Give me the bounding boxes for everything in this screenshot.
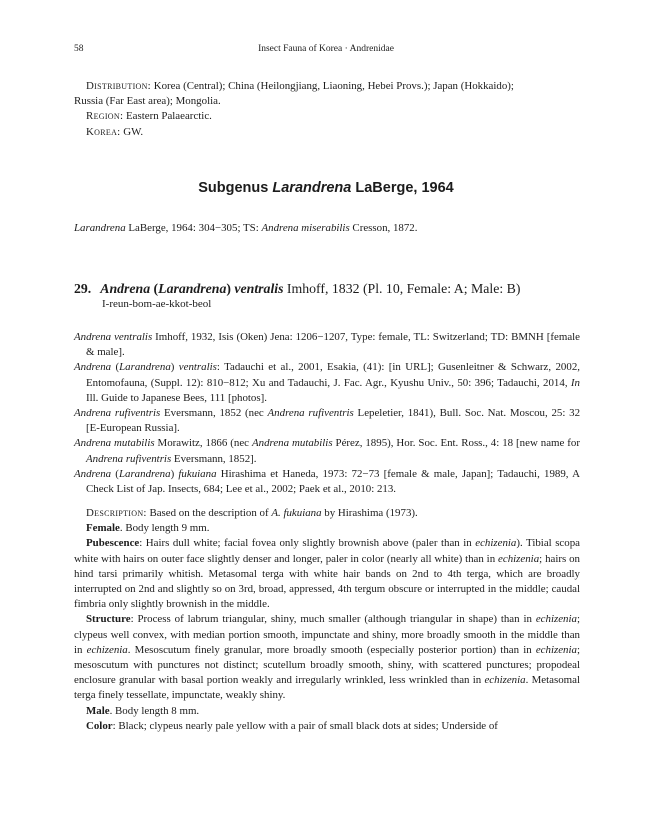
synonym-epithet: fukuiana — [178, 467, 217, 480]
description-text: Based on the description of — [146, 507, 272, 519]
synonym-text: Hirashima et Haneda, 1973: 72−73 [female & male, Japan]; Tadauchi, 1989, A Check List of Jap. Insects, 684; Lee et al., 2002; Paek et al., 2010: 213. — [86, 467, 580, 496]
synonym-text: Eversmann, 1852 (nec — [160, 407, 268, 420]
region-line — [74, 109, 580, 124]
synonym-text: Lepeletier, 1841), Bull. Soc. Nat. Moscou, 25: 32 [E-European Russia]. — [86, 407, 581, 435]
taxon-reference: echizenia — [535, 643, 577, 656]
synonym-name: Andrena rufiventris — [267, 407, 354, 420]
synonym-genus: Andrena — [74, 467, 112, 480]
structure-text: ; mesoscutum with punctures not distinct; scutellum broadly smooth, shiny, with scattered punctures; propodeal enclosure granular with basal portion weakly and irregularly wrinkled, less wrinkled than in — [74, 643, 580, 687]
synonym-entry: Andrena (Larandrena) fukuiana Hirashima et Haneda, 1973: 72−73 [female & male, Japan]; Tadauchi, 1989, A Check List of Jap. Insects, 684; Lee et al., 2002; Paek et al., 2010: 213. — [74, 467, 580, 496]
subgenus-author: LaBerge, 1964 — [351, 180, 454, 196]
page-number: 58 — [74, 44, 84, 54]
description-intro — [74, 506, 580, 521]
subgenus-ref-text-2: Cresson, 1872. — [349, 222, 418, 234]
male-label: Male — [86, 704, 110, 717]
subgenus-name: Larandrena — [272, 180, 352, 196]
species-subgenus: Larandrena — [158, 281, 227, 296]
taxon-reference: echizenia — [484, 674, 526, 687]
synonym-in: In — [570, 376, 580, 389]
synonym-text: Morawitz, 1866 (nec — [154, 437, 252, 450]
synonym-text: : Tadauchi et al., 2001, Esakia, (41): [in URL]; Gusenleitner & Schwarz, 2002, Entomofauna, (Suppl. 12): 810−812; Xu and Tadauchi, J. Fac. Agr., Kyushu Univ., 50: 396; Tadauchi, 2014, — [86, 361, 580, 389]
color-label: Color — [86, 719, 113, 732]
structure-text: . Metasomal terga finely tessellate, impunctate, weakly shiny. — [74, 674, 580, 702]
subgenus-prefix: Subgenus — [198, 180, 273, 196]
taxon-reference: echizenia — [498, 552, 540, 565]
synonym-text: Eversmann, 1852]. — [171, 452, 257, 465]
synonym-subgenus: Larandrena — [118, 467, 171, 480]
species-authority: Imhoff, 1832 (Pl. 10, Female: A; Male: B) — [283, 281, 521, 296]
color-text: : Black; clypeus nearly pale yellow with a pair of small black dots at sides; Underside of — [112, 719, 498, 732]
taxon-reference: echizenia — [535, 613, 577, 626]
subgenus-heading — [0, 180, 652, 196]
structure-text: ; clypeus well convex, with median portion smooth, impunctate and shiny, more broadly smooth in the middle than in — [74, 613, 580, 656]
region-label: Region: — [86, 110, 124, 123]
synonym-text: Pérez, 1895), Hor. Soc. Ent. Ross., 4: 18 [new name for — [332, 437, 580, 450]
distribution-label: Distribution: — [86, 80, 152, 92]
synonym-epithet: ventralis — [178, 361, 217, 374]
running-title: Insect Fauna of Korea · Andrenidae — [258, 44, 394, 54]
pubescence-paragraph — [74, 536, 580, 612]
description-text: by Hirashima (1973). — [321, 507, 418, 519]
structure-text: . Mesoscutum finely granular, more broadly smooth (especially posterior portion) than in — [127, 643, 536, 656]
synonym-name: Andrena rufiventris — [86, 452, 172, 465]
pubescence-text: ; hairs on hind tarsi primarily whitish. Metasomal terga with white hair bands on 2nd to 4th terga, which are broadly interrupted on 2nd and slightly so on 3rd, broad, appressed, 4th tergum obscure or interrupted in the middle; caudal fimbria only slightly brownish in the middle. — [74, 552, 580, 611]
synonym-text: Imhoff, 1932, Isis (Oken) Jena: 1206−1207, Type: female, TL: Switzerland; TD: BMNH [female & male]. — [86, 331, 581, 359]
synonym-entry — [74, 436, 580, 466]
synonym-entry — [74, 406, 580, 436]
synonym-name: Andrena ventralis — [74, 331, 153, 343]
distribution-text-1: Korea (Central); China (Heilongjiang, Liaoning, Hebei Provs.); Japan (Hokkaido); — [153, 80, 514, 92]
female-label: Female — [86, 522, 120, 535]
taxon-reference: echizenia — [475, 537, 517, 550]
korea-text: GW. — [123, 125, 144, 138]
male-text: . Body length 8 mm. — [109, 704, 200, 717]
description-species: A. fukuiana — [271, 507, 322, 519]
species-heading: 29. Andrena (Larandrena) ventralis Imhoff, 1832 (Pl. 10, Female: A; Male: B) — [74, 281, 521, 296]
structure-paragraph — [74, 612, 580, 703]
species-genus: Andrena — [100, 281, 151, 296]
distribution-line-1 — [74, 79, 580, 94]
structure-text: : Process of labrum triangular, shiny, much smaller (although triangular in shape) than in — [130, 613, 536, 626]
structure-label: Structure — [86, 613, 131, 626]
synonym-name: Andrena rufiventris — [74, 407, 161, 420]
synonym-subgenus: Larandrena — [119, 361, 171, 374]
synonymy-list — [74, 330, 580, 497]
subgenus-reference — [74, 221, 580, 236]
synonym-entry — [74, 330, 580, 360]
pubescence-text: : Hairs dull white; facial fovea only slightly brownish above (paler than in — [139, 537, 476, 550]
species-number: 29. — [74, 281, 92, 296]
female-paragraph — [74, 521, 580, 536]
distribution-block — [74, 79, 580, 140]
taxon-reference: echizenia — [86, 643, 128, 656]
color-paragraph — [74, 719, 580, 734]
korean-name: I-reun-bom-ae-kkot-beol — [102, 298, 212, 310]
synonym-name: Andrena mutabilis — [74, 437, 155, 450]
subgenus-ref-type-species: Andrena miserabilis — [261, 222, 350, 234]
synonym-entry: Andrena (Larandrena) ventralis: Tadauchi et al., 2001, Esakia, (41): [in URL]; Gusenleitner & Schwarz, 2002, Entomofauna, (Suppl. 12): 810−812; Xu and Tadauchi, J. Fac. Agr., Kyushu Univ., 50: 396; Tadauchi, 2014, In Ill. Guide to Japanese Bees, 111 [photos]. — [74, 361, 580, 404]
female-text: . Body length 9 mm. — [119, 522, 210, 535]
synonym-name: Andrena mutabilis — [251, 437, 333, 450]
pubescence-text: ). Tibial scopa white with hairs on outer face slightly denser and longer, paler in color (nearly all white) than in — [74, 537, 580, 565]
subgenus-ref-text-1: LaBerge, 1964: 304−305; TS: — [125, 222, 262, 234]
description-label: Description: — [86, 507, 147, 519]
distribution-line-2: Russia (Far East area); Mongolia. — [74, 95, 221, 108]
region-text: Eastern Palaearctic. — [126, 110, 212, 123]
subgenus-ref-genus: Larandrena — [74, 222, 126, 234]
synonym-genus: Andrena — [74, 361, 112, 374]
korea-label: Korea: — [86, 125, 121, 138]
pubescence-label: Pubescence — [86, 537, 140, 550]
synonym-text: Ill. Guide to Japanese Bees, 111 [photos]. — [86, 391, 267, 404]
description-section — [74, 506, 580, 734]
male-paragraph — [74, 704, 580, 719]
korea-line — [74, 125, 580, 140]
species-epithet: ventralis — [234, 281, 284, 296]
